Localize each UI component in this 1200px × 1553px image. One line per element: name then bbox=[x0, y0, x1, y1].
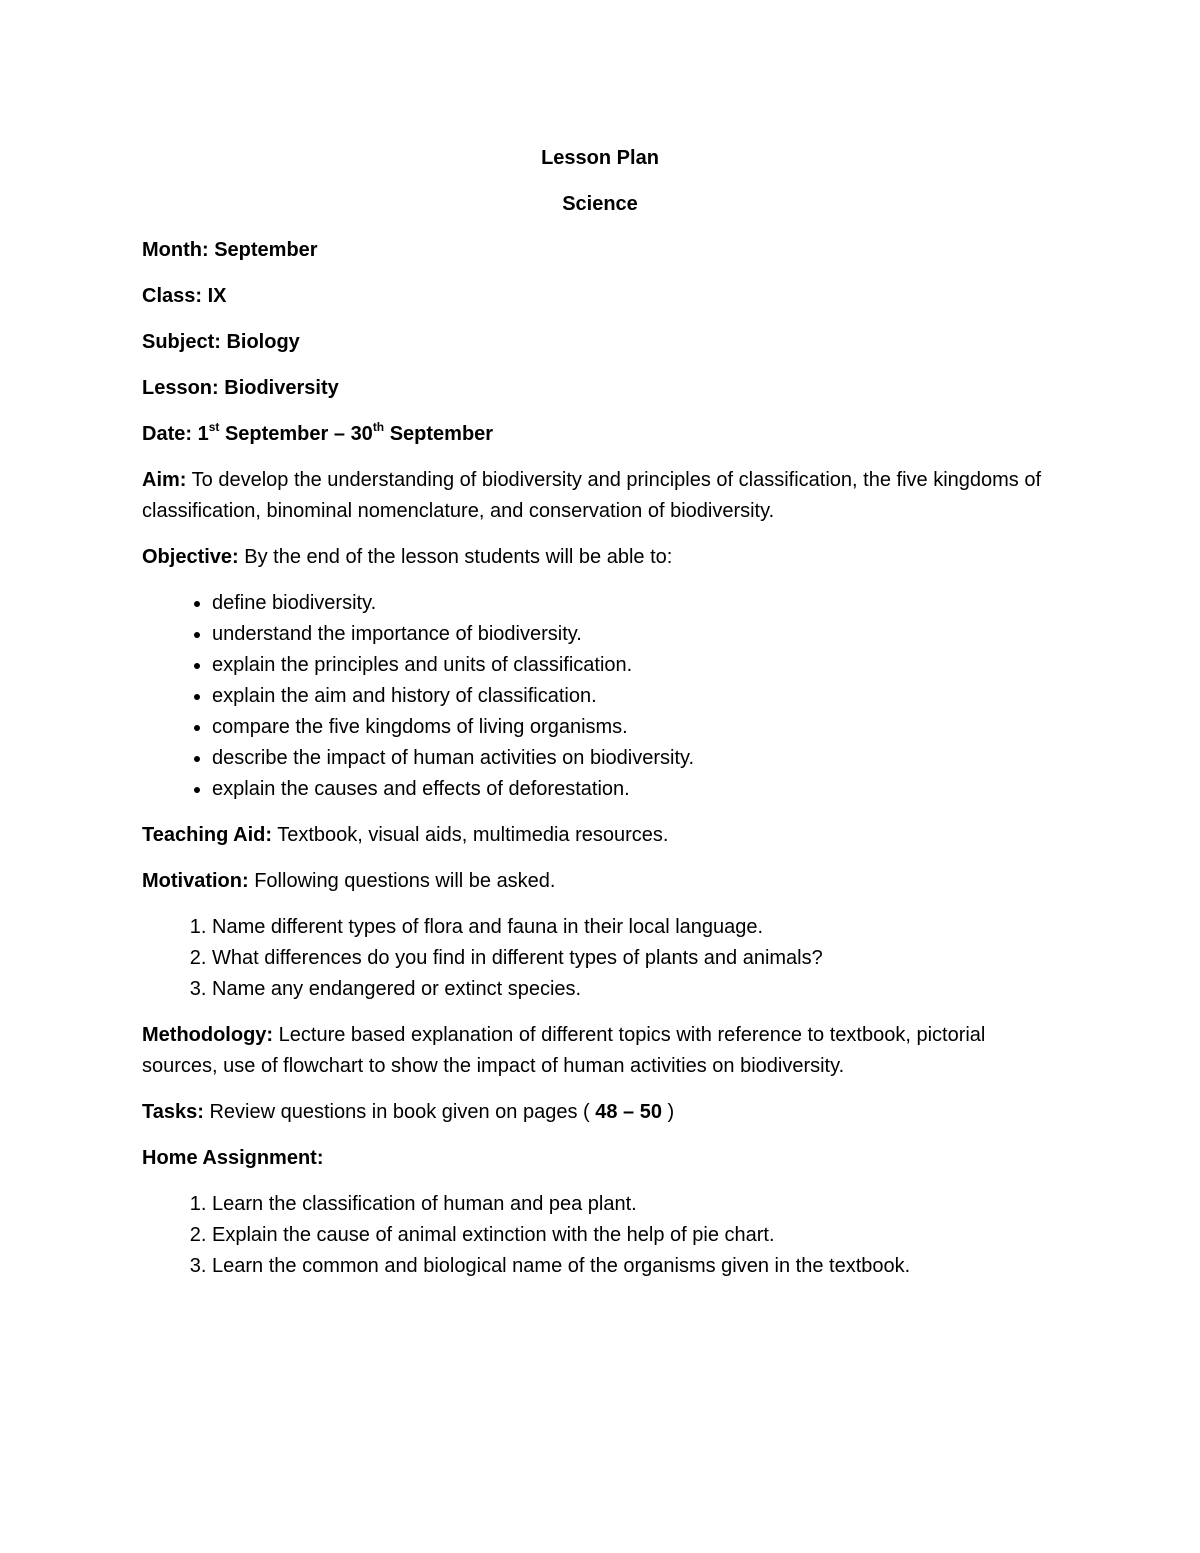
date-start-number: 1 bbox=[197, 423, 209, 445]
list-item: • explain the principles and units of classification. bbox=[212, 650, 1062, 681]
month-label: Month: bbox=[142, 239, 209, 261]
aim-paragraph bbox=[142, 465, 1062, 527]
lesson-label: Lesson: bbox=[142, 377, 219, 399]
date-end-text: September bbox=[389, 423, 494, 445]
subject-value: Biology bbox=[226, 331, 300, 353]
subject-line bbox=[142, 327, 1062, 358]
motivation-label: Motivation: bbox=[142, 870, 249, 892]
methodology-text: Lecture based explanation of different topics with reference to textbook, pictorial sources, use of flowchart to show the impact of human activities on biodiversity. bbox=[142, 1024, 986, 1077]
list-item: 1. Name different types of flora and fauna in their local language. bbox=[212, 912, 1062, 943]
teaching-aid-text: Textbook, visual aids, multimedia resources. bbox=[277, 824, 669, 846]
tasks-close: ) bbox=[667, 1101, 675, 1123]
tasks-label: Tasks: bbox=[142, 1101, 204, 1123]
date-start-suffix: st bbox=[208, 420, 220, 435]
list-item: • compare the five kingdoms of living organisms. bbox=[212, 712, 1062, 743]
month-value: September bbox=[214, 239, 318, 261]
date-end-suffix: th bbox=[372, 420, 385, 435]
tasks-text: Review questions in book given on pages ( bbox=[209, 1101, 590, 1123]
list-item: 2. What differences do you find in different types of plants and animals? bbox=[212, 943, 1062, 974]
home-assignment-list bbox=[142, 1189, 1062, 1282]
month-line bbox=[142, 235, 1062, 266]
tasks-paragraph bbox=[142, 1097, 1062, 1128]
page-title: Lesson Plan bbox=[541, 147, 659, 169]
list-item: • explain the causes and effects of deforestation. bbox=[212, 774, 1062, 805]
subject-heading: Science bbox=[562, 193, 638, 215]
methodology-label: Methodology: bbox=[142, 1024, 274, 1046]
home-assignment-heading: Home Assignment: bbox=[142, 1147, 324, 1169]
aim-label: Aim: bbox=[142, 469, 187, 491]
class-label: Class: bbox=[142, 285, 203, 307]
objective-label: Objective: bbox=[142, 546, 239, 568]
lesson-value: Biodiversity bbox=[224, 377, 339, 399]
list-item: 3. Name any endangered or extinct species. bbox=[212, 974, 1062, 1005]
date-label: Date: bbox=[142, 423, 193, 445]
list-item: • define biodiversity. bbox=[212, 588, 1062, 619]
objective-text: By the end of the lesson students will be able to: bbox=[244, 546, 673, 568]
subject-label: Subject: bbox=[142, 331, 221, 353]
teaching-aid-label: Teaching Aid: bbox=[142, 824, 272, 846]
motivation-list bbox=[142, 912, 1062, 1005]
list-item: 2. Explain the cause of animal extinction with the help of pie chart. bbox=[212, 1220, 1062, 1251]
teaching-aid-paragraph bbox=[142, 820, 1062, 851]
lesson-plan-content bbox=[142, 143, 1062, 1297]
motivation-paragraph bbox=[142, 866, 1062, 897]
objective-paragraph bbox=[142, 542, 1062, 573]
tasks-pages: 48 – 50 bbox=[595, 1101, 662, 1123]
list-item: • explain the aim and history of classification. bbox=[212, 681, 1062, 712]
lesson-line bbox=[142, 373, 1062, 404]
date-start-text: September – bbox=[224, 423, 345, 445]
date-line bbox=[142, 419, 1062, 450]
objective-list bbox=[142, 588, 1062, 805]
class-line bbox=[142, 281, 1062, 312]
list-item: • describe the impact of human activities on biodiversity. bbox=[212, 743, 1062, 774]
class-value: IX bbox=[207, 285, 227, 307]
list-item: 3. Learn the common and biological name of the organisms given in the textbook. bbox=[212, 1251, 1062, 1282]
aim-text: To develop the understanding of biodiversity and principles of classification, the five kingdoms of classification, binominal nomenclature, and conservation of biodiversity. bbox=[142, 469, 1042, 522]
list-item: • understand the importance of biodiversity. bbox=[212, 619, 1062, 650]
motivation-text: Following questions will be asked. bbox=[254, 870, 556, 892]
date-end-number: 30 bbox=[350, 423, 373, 445]
list-item: 1. Learn the classification of human and pea plant. bbox=[212, 1189, 1062, 1220]
methodology-paragraph bbox=[142, 1020, 1062, 1082]
